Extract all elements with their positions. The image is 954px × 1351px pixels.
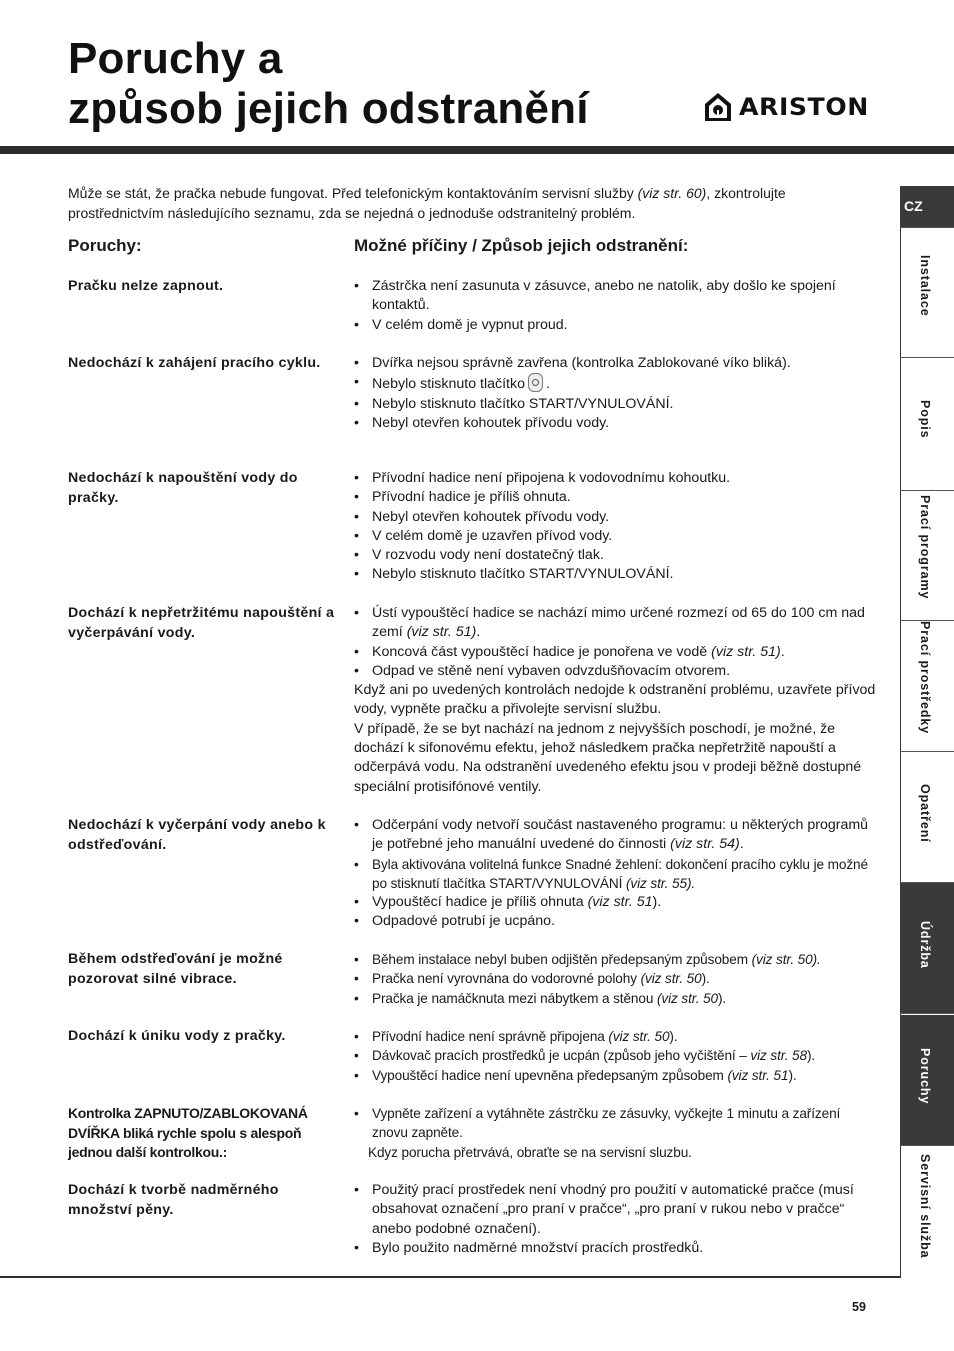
cause-item: • Dávkovač pracích prostředků je ucpán (způsob jeho vyčištění – viz str. 58). bbox=[354, 1046, 878, 1065]
cause-note: Když ani po uvedených kontrolách nedojde k odstranění problému, uzavřete přívod vody, vypněte pračku a přivolejte servisní službu. bbox=[354, 682, 876, 718]
cause-list bbox=[354, 354, 878, 433]
cause-item: • Koncová část vypouštěcí hadice je ponořena ve vodě (viz str. 51). bbox=[354, 643, 878, 662]
cause-list bbox=[354, 1104, 878, 1162]
cause-list bbox=[354, 1181, 878, 1258]
cause-item: • Bylo použito nadměrné množství pracích prostředků. bbox=[354, 1239, 878, 1258]
cause-item: • Nebylo stisknuto tlačítko START/VYNULOVÁNÍ. bbox=[354, 565, 878, 584]
cause-item: • Odčerpání vody netvoří součást nastaveného programu: u některých programů je potřebné jeho manuální uvedené do činnosti (viz str. 54). bbox=[354, 816, 878, 855]
sidebar-tab-praci-prostredky[interactable]: Prací prostředky bbox=[900, 621, 954, 752]
cause-list bbox=[354, 277, 878, 335]
fault-label: Dochází k nepřetržitému napouštění a vyčerpávání vody. bbox=[68, 605, 335, 641]
footer-rule bbox=[0, 1276, 900, 1278]
fault-label: Během odstřeďování je možné pozorovat silné vibrace. bbox=[68, 951, 283, 987]
cause-item: • Pračka je namáčknuta mezi nábytkem a stěnou (viz str. 50). bbox=[354, 989, 878, 1008]
cause-item: • Vypněte zařízení a vytáhněte zástrčku ze zásuvky, vyčkejte 1 minutu a zařízení znovu zapněte. bbox=[354, 1104, 878, 1143]
fault-label: Dochází k tvorbě nadměrného množství pěny. bbox=[68, 1182, 279, 1218]
sidebar-tab-praci-programy[interactable]: Prací programy bbox=[900, 491, 954, 621]
cause-list bbox=[354, 1027, 878, 1085]
sidebar-tab-popis[interactable]: Popis bbox=[900, 358, 954, 491]
cause-item: • Použitý prací prostředek není vhodný pro použití v automatické pračce (musí obsahovat označení „pro praní v pračce“, „pro praní v rukou nebo v pračce“ anebo podobné označení). bbox=[354, 1181, 878, 1239]
page-title: Poruchy a způsob jejich odstranění bbox=[68, 34, 589, 133]
cause-item: • Zástrčka není zasunuta v zásuvce, anebo ne natolik, aby došlo ke spojení kontaktů. bbox=[354, 277, 878, 316]
sidebar-tab-udrzba[interactable]: Údržba bbox=[900, 883, 954, 1014]
ariston-logo bbox=[704, 92, 869, 122]
cause-item: • Přívodní hadice není správně připojena (viz str. 50). bbox=[354, 1027, 878, 1046]
cause-item: • Odpad ve stěně není vybaven odvzdušňovacím otvorem. bbox=[354, 662, 878, 681]
fault-label: Nedochází k napouštění vody do pračky. bbox=[68, 470, 298, 506]
cause-item: • Vypouštěcí hadice je příliš ohnuta (viz str. 51). bbox=[354, 893, 878, 912]
ariston-house-logo-icon bbox=[704, 92, 732, 122]
cause-note: Kdyz porucha přetrvává, obraťte se na servisní sluzbu. bbox=[368, 1144, 692, 1160]
cause-item: • Nebyl otevřen kohoutek přívodu vody. bbox=[354, 414, 878, 433]
cause-item: • Přívodní hadice je příliš ohnuta. bbox=[354, 488, 878, 507]
header-rule bbox=[0, 146, 954, 154]
cause-item: • V celém domě je vypnut proud. bbox=[354, 316, 878, 335]
brand-name: ARISTON bbox=[739, 93, 869, 121]
causes-header: Možné příčiny / Způsob jejich odstranění: bbox=[354, 236, 689, 255]
power-button-icon bbox=[528, 373, 543, 392]
cause-item: • Vypouštěcí hadice není upevněna předepsaným způsobem (viz str. 51). bbox=[354, 1066, 878, 1085]
cause-item: • Nebylo stisknuto tlačítko START/VYNULOVÁNÍ. bbox=[354, 395, 878, 414]
cause-item: • Během instalace nebyl buben odjištěn předepsaným způsobem (viz str. 50). bbox=[354, 950, 878, 969]
fault-label: Nedochází k vyčerpání vody anebo k odstřeďování. bbox=[68, 817, 326, 853]
cause-item: • Nebylo stisknuto tlačítko . bbox=[354, 373, 878, 394]
cause-list bbox=[354, 950, 878, 1008]
intro-text: Může se stát, že pračka nebude fungovat. Před telefonickým kontaktováním servisní služby (viz str. 60), zkontrolujte prostřednictvím následujícího seznamu, zda se nejedná o jednoduše odstranitelný problém. bbox=[68, 185, 786, 221]
cause-item: • Odpadové potrubí je ucpáno. bbox=[354, 912, 878, 931]
cause-item: • Pračka není vyrovnána do vodorovné polohy (viz str. 50). bbox=[354, 969, 878, 988]
cause-list bbox=[354, 604, 878, 797]
sidebar-tab-cz[interactable]: CZ bbox=[900, 186, 954, 228]
cause-item: • V rozvodu vody není dostatečný tlak. bbox=[354, 546, 878, 565]
fault-label: Dochází k úniku vody z pračky. bbox=[68, 1028, 286, 1044]
fault-label: Nedochází k zahájení pracího cyklu. bbox=[68, 355, 321, 371]
cause-item: • Nebyl otevřen kohoutek přívodu vody. bbox=[354, 508, 878, 527]
sidebar-tab-servisni-sluzba[interactable]: Servisní služba bbox=[918, 1154, 932, 1259]
cause-list bbox=[354, 816, 878, 932]
faults-header: Poruchy: bbox=[68, 236, 142, 255]
cause-list bbox=[354, 469, 878, 585]
fault-label: Pračku nelze zapnout. bbox=[68, 278, 224, 294]
page-number: 59 bbox=[852, 1300, 866, 1314]
sidebar-tab-opatreni[interactable]: Opatření bbox=[900, 752, 954, 883]
cause-item: • Dvířka nejsou správně zavřena (kontrolka Zablokované víko bliká). bbox=[354, 354, 878, 373]
cause-item: • V celém domě je uzavřen přívod vody. bbox=[354, 527, 878, 546]
fault-label: Kontrolka ZAPNUTO/ZABLOKOVANÁ DVÍŘKA bliká rychle spolu s alespoň jednou další kontrolkou.: bbox=[68, 1105, 308, 1160]
cause-item: • Byla aktivována volitelná funkce Snadné žehlení: dokončení pracího cyklu je možné po stisknutí tlačítka START/VYNULOVÁNÍ (viz str. 55). bbox=[354, 855, 878, 894]
cause-item: • Ústí vypouštěcí hadice se nachází mimo určené rozmezí od 65 do 100 cm nad zemí (viz str. 51). bbox=[354, 604, 878, 643]
sidebar-tab-poruchy[interactable]: Poruchy bbox=[900, 1015, 954, 1146]
sidebar-tab-instalace[interactable]: Instalace bbox=[900, 243, 954, 358]
cause-item: • Přívodní hadice není připojena k vodovodnímu kohoutku. bbox=[354, 469, 878, 488]
cause-note: V případě, že se byt nachází na jednom z nejvyšších poschodí, je možné, že dochází k sifonovému efektu, jehož následkem pračka nepřetržitě napouští a odčerpává vodu. Na odstranění uvedeného efektu jsou v prodeji běžně dostupné speciální protisifónové ventily. bbox=[354, 720, 862, 795]
